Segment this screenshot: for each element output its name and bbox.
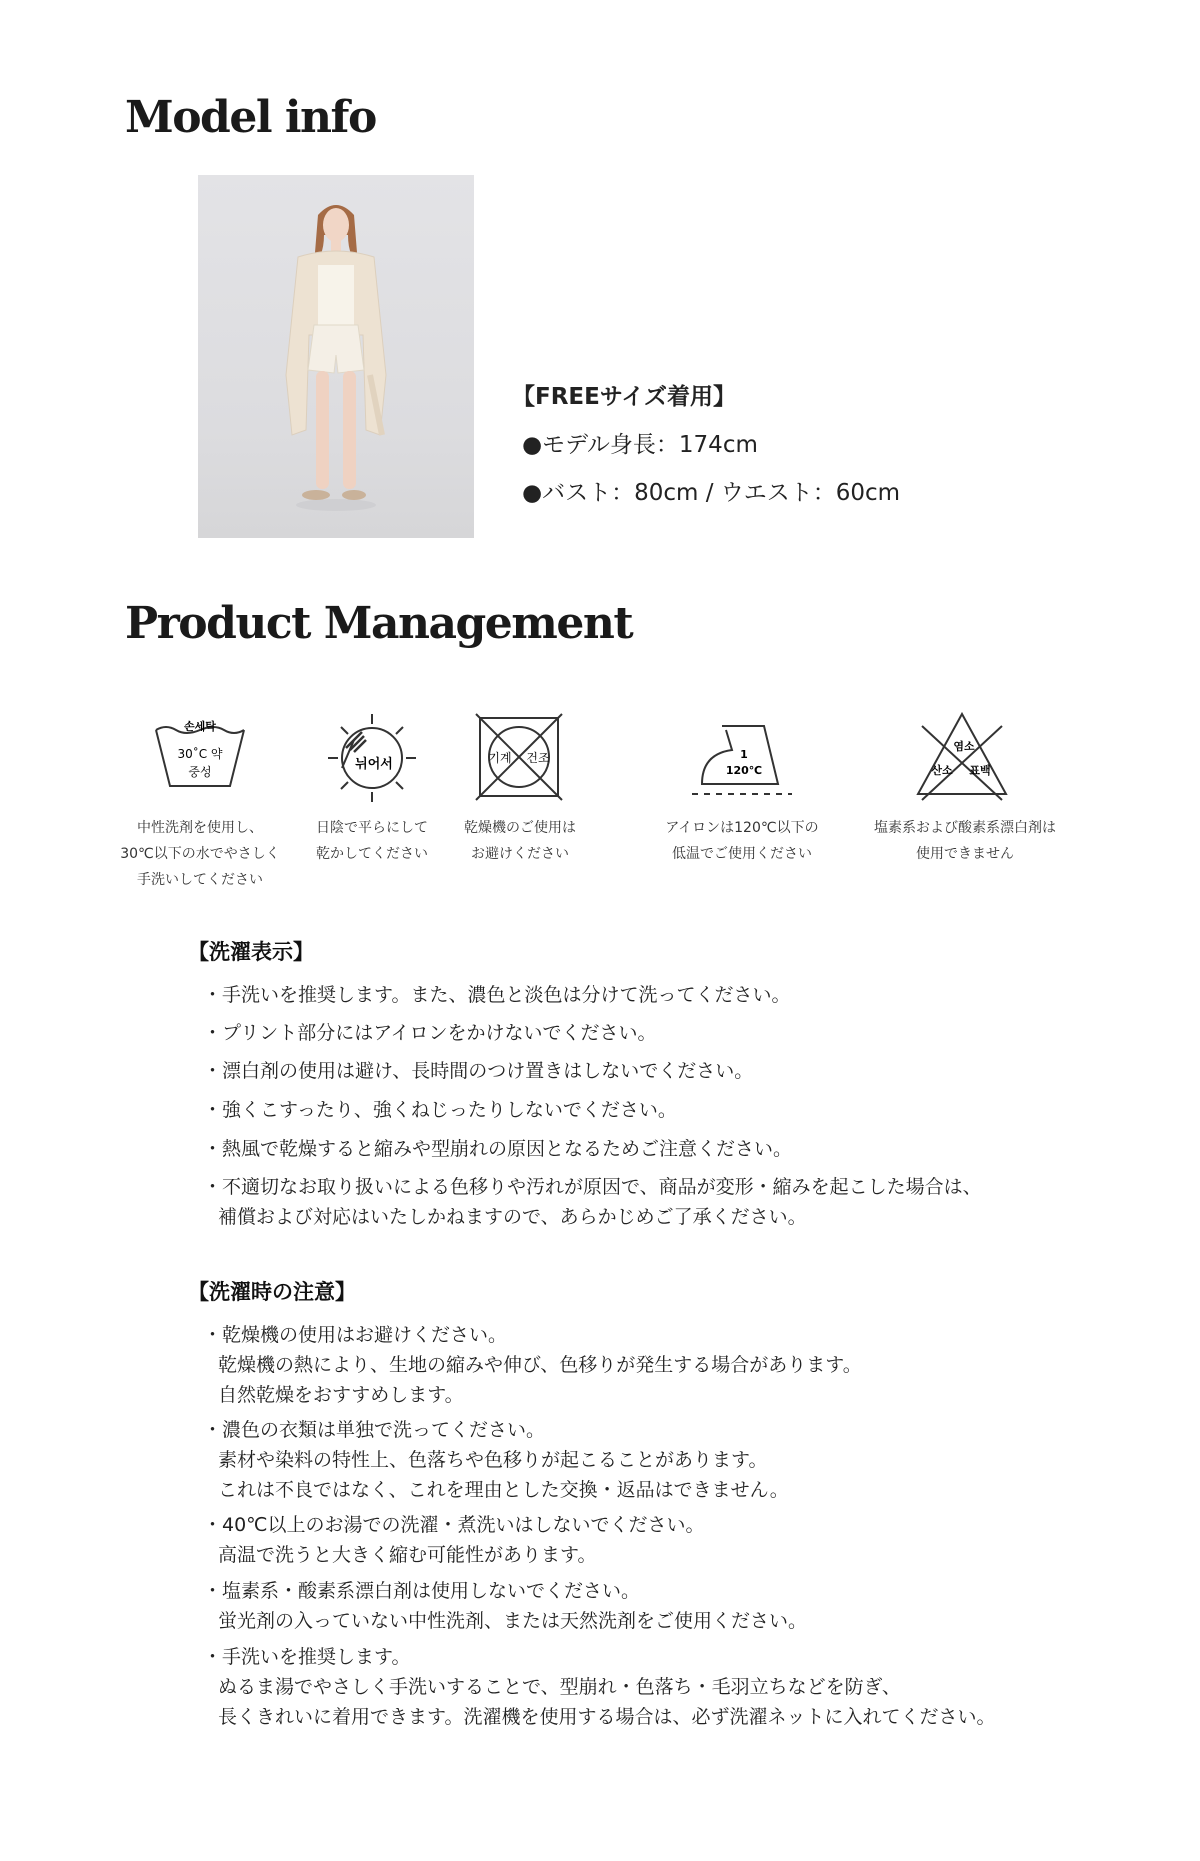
wash-caution-title: 【洗濯時の注意】 — [188, 1280, 356, 1304]
shade-dry-icon — [324, 710, 420, 806]
list-item-line: ・プリント部分にはアイロンをかけないでください。 — [203, 1022, 657, 1044]
list-item-line: ・手洗いを推奨します。 — [203, 1646, 411, 1668]
hand-wash-icon-line-3: 중성 — [188, 765, 212, 779]
model-measurements: ●バスト：80cm / ウエスト：60cm — [522, 480, 901, 506]
wash-display-title: 【洗濯表示】 — [188, 940, 314, 964]
list-item-line: 素材や染料の特性上、色落ちや色移りが起こることがあります。 — [218, 1449, 768, 1471]
list-item-line: 蛍光剤の入っていない中性洗剤、または天然洗剤をご使用ください。 — [218, 1610, 808, 1632]
list-item-line: ・熱風で乾燥すると縮みや型崩れの原因となるためご注意ください。 — [203, 1138, 793, 1160]
list-item-line: ・40℃以上のお湯での洗濯・煮洗いはしないでください。 — [203, 1514, 705, 1536]
no-tumble-dry-caption: 乾燥機のご使用は お避けください — [464, 820, 576, 862]
iron-caption: アイロンは120℃以下の 低温でご使用ください — [665, 820, 819, 862]
shade-dry-icon-label: 뉘어서 — [355, 757, 393, 772]
no-tumble-dry-icon-line-2: 건조 — [526, 751, 550, 765]
list-item-line: 長くきれいに着用できます。洗濯機を使用する場合は、必ず洗濯ネットに入れてください。 — [218, 1706, 996, 1728]
model-photo — [198, 175, 474, 538]
shade-dry-caption: 日陰で平らにして 乾かしてください — [316, 820, 428, 862]
list-item-line: ・不適切なお取り扱いによる色移りや汚れが原因で、商品が変形・縮みを起こした場合は、 — [203, 1176, 982, 1198]
list-item-line: 乾燥機の熱により、生地の縮みや伸び、色移りが発生する場合があります。 — [218, 1354, 862, 1376]
hand-wash-icon-line-2: 30˚C 약 — [177, 747, 223, 761]
list-item — [203, 1415, 789, 1505]
no-tumble-dry-icon-line-1: 기계 — [488, 751, 512, 765]
list-item — [203, 980, 790, 1010]
hand-wash-icon — [152, 720, 248, 790]
no-bleach-icon-line-1: 염소 — [953, 740, 975, 753]
no-bleach-icon-line-3: 표백 — [969, 764, 991, 777]
list-item-line: 自然乾燥をおすすめします。 — [218, 1384, 464, 1406]
list-item — [203, 1642, 995, 1732]
size-label: 【FREEサイズ着用】 — [512, 384, 737, 410]
list-item-line: ぬるま湯でやさしく手洗いすることで、型崩れ・色落ち・毛羽立ちなどを防ぎ、 — [218, 1676, 901, 1698]
list-item — [203, 1172, 982, 1232]
list-item-line: これは不良ではなく、これを理由とした交換・返品はできません。 — [218, 1479, 789, 1501]
list-item-line: ・手洗いを推奨します。また、濃色と淡色は分けて洗ってください。 — [203, 984, 791, 1006]
no-bleach-icon-line-2: 산소 — [931, 764, 953, 777]
list-item-line: ・乾燥機の使用はお避けください。 — [203, 1324, 508, 1346]
list-item-line: 高温で洗うと大きく縮む可能性があります。 — [218, 1544, 597, 1566]
iron-icon — [692, 712, 792, 802]
hand-wash-caption: 中性洗剤を使用し、 30℃以下の水でやさしく 手洗いしてください — [120, 820, 280, 888]
list-item-line: ・濃色の衣類は単独で洗ってください。 — [203, 1419, 546, 1441]
hand-wash-icon-line-1: 손세탁 — [184, 720, 216, 733]
iron-icon-line-2: 120℃ — [725, 764, 763, 777]
list-item — [203, 1056, 753, 1086]
list-item-line: 補償および対応はいたしかねますので、あらかじめご了承ください。 — [218, 1206, 807, 1228]
model-height: ●モデル身長：174cm — [522, 432, 758, 458]
list-item — [203, 1095, 677, 1125]
iron-icon-line-1: 1 — [740, 748, 748, 761]
no-bleach-caption: 塩素系および酸素系漂白剤は 使用できません — [874, 820, 1056, 862]
model-info-heading: Model info — [125, 92, 376, 143]
list-item — [203, 1134, 792, 1164]
no-bleach-icon — [912, 708, 1012, 804]
list-item-line: ・漂白剤の使用は避け、長時間のつけ置きはしないでください。 — [203, 1060, 754, 1082]
list-item-line: ・強くこすったり、強くねじったりしないでください。 — [203, 1099, 677, 1121]
list-item — [203, 1018, 657, 1048]
list-item — [203, 1510, 705, 1570]
list-item-line: ・塩素系・酸素系漂白剤は使用しないでください。 — [203, 1580, 641, 1602]
model-illustration — [198, 175, 474, 538]
list-item — [203, 1576, 807, 1636]
list-item — [203, 1320, 862, 1410]
no-tumble-dry-icon — [474, 712, 564, 802]
wash-display-list — [203, 980, 1103, 1240]
product-management-heading: Product Management — [125, 598, 633, 649]
model-info-text — [512, 380, 900, 524]
wash-caution-list — [203, 1320, 1103, 1760]
